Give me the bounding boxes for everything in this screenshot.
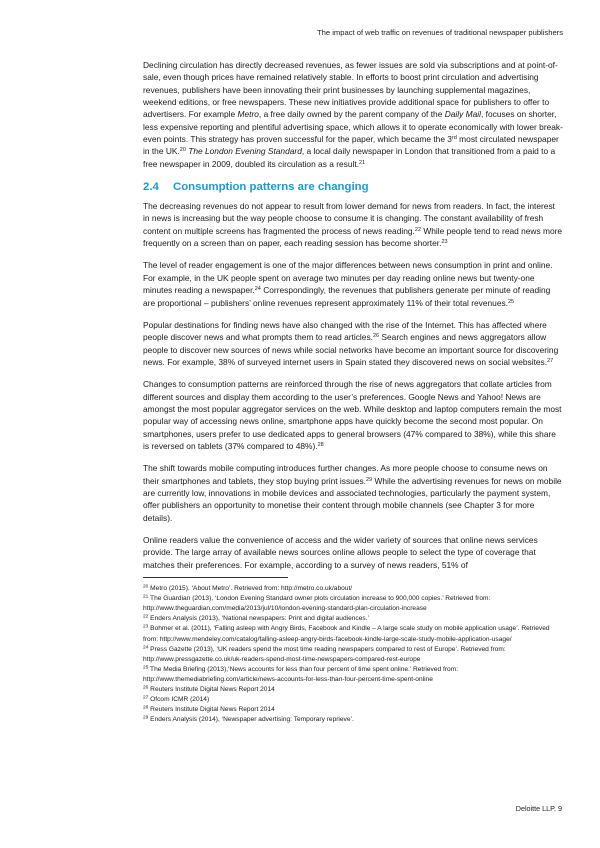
footnote-24 — [143, 645, 563, 665]
footnote-number: 23 — [143, 624, 149, 630]
footnote-number: 26 — [143, 685, 149, 691]
footnote-text: Enders Analysis (2013), ‘National newspapers: Print and digital audiences.’ — [148, 615, 369, 623]
footnote-21 — [143, 594, 563, 614]
footnote-number: 25 — [143, 665, 149, 671]
footnote-ref[interactable]: 27 — [547, 357, 554, 364]
footnote-ref[interactable]: 21 — [359, 159, 366, 166]
text: , focuses on shorter, less expensive reporting and plentiful advertising space, which allows it to operate economically with lower break-even points. This strategy has proven successful for the paper, which became the 3 — [143, 109, 563, 145]
footnote-text: Metro (2015). ‘About Metro’. Retrieved from: http://metro.co.uk/about/ — [148, 585, 353, 593]
footnote-ref[interactable]: 28 — [317, 441, 324, 448]
text: While the advertising revenues for news on mobile are currently low, innovations in mobile devices and associated technologies, particularly the payment system, offer publishers an opportunity to monetise their content through mobile channels (see Chapter 3 for more details). — [143, 475, 562, 523]
footnote-text: Bohmer et al. (2011), ‘Falling asleep with Angry Birds, Facebook and Kindle – A large scale study on mobile application usage’. Retrieved from: http://www.mendeley.com/catalog/falling-asleep-angry-birds-facebook-kindle-large-scale-study-mobile-application-usage/ — [143, 625, 550, 643]
footnote-number: 22 — [143, 614, 149, 620]
text: The level of reader engagement is one of the major differences between news consumption in print and online. For example, in the UK people spent on average two minutes per day reading online news but twenty-one minutes reading a newspaper. — [143, 260, 553, 296]
text: The shift towards mobile computing introduces further changes. As more people choose to consume news on their smartphones and tablets, they stop buying print issues. — [143, 463, 548, 486]
footnote-text: Enders Analysis (2014), ‘Newspaper advertising: Temporary reprieve’. — [148, 716, 354, 724]
footnote-ref[interactable]: 25 — [508, 298, 515, 305]
footnotes — [143, 584, 563, 725]
footnote-ref[interactable]: 22 — [414, 226, 422, 233]
ordinal-suffix: rd — [451, 135, 457, 142]
section-number: 2.4 — [143, 181, 159, 194]
footnote-text: The Media Briefing (2013),‘News accounts for less than four percent of time spent online.’ Retrieved from: http://www.themediabriefing.com/article/news-accounts-for-less-than-four-percent-time-spent-online — [143, 665, 459, 683]
publication-name: Daily Mail — [444, 109, 481, 120]
text: Correspondingly, the revenues that publishers generate per minute of reading are proportional – publishers’ online revenues represent approximately 11% of their total revenues. — [143, 285, 551, 308]
footnote-number: 21 — [143, 594, 149, 600]
footnote-text: The Guardian (2013), ‘London Evening Standard owner plots circulation increase to 900,000 copies.’ Retrieved from: http://www.theguardian.com/media/2013/jul/10/london-evening-standard-plan-circulation-increase — [143, 595, 491, 613]
footnote-ref[interactable]: 29 — [366, 476, 373, 483]
paragraph-online-readers — [143, 534, 563, 571]
footnote-ref[interactable]: 23 — [441, 239, 448, 246]
footnote-27 — [143, 695, 563, 705]
publication-name: The London Evening Standard — [188, 146, 302, 157]
footnote-ref[interactable]: 24 — [254, 286, 261, 293]
section-title: Consumption patterns are changing — [173, 181, 369, 194]
text: Online readers value the convenience of access and the wider variety of sources that online news services provide. The large array of available news sources online allows people to select the type of coverage that matches their preferences. For example, according to a survey of news readers, 51% of — [143, 535, 538, 570]
text: While people tend to read news more frequently on a screen than on paper, each reading session has become shorter. — [143, 225, 563, 249]
footnote-29 — [143, 715, 563, 725]
footnote-text: Ofcom ICMR (2014) — [148, 696, 210, 704]
footnote-25 — [143, 665, 563, 685]
footnote-22 — [143, 614, 563, 624]
paragraph-aggregators — [143, 378, 563, 452]
footnote-number: 24 — [143, 645, 149, 651]
running-header: The impact of web traffic on revenues of traditional newspaper publishers — [317, 28, 563, 37]
text: Declining circulation has directly decreased revenues, as fewer issues are sold via subscriptions and at point-of-sale, even though prices have remained relatively stable. In efforts to boost print circulation and advertising revenues, publishers have been innovating their print businesses by launching supplemental magazines, weekend editions, or free newspapers. These new initiatives provide additional space for publishers to offer to advertisers. For example — [143, 60, 558, 120]
paragraph-circulation — [143, 59, 563, 170]
paragraph-engagement — [143, 259, 563, 308]
footnote-ref[interactable]: 20 — [179, 147, 186, 154]
paragraph-mobile — [143, 462, 563, 524]
text: , a local daily newspaper in London that transitioned from a paid to a free newspaper in 2009, doubled its circulation as a result. — [143, 146, 556, 169]
section-heading — [143, 180, 563, 194]
paragraph-destinations — [143, 319, 563, 368]
footnote-23 — [143, 624, 563, 644]
text: Changes to consumption patterns are reinforced through the rise of news aggregators that collate articles from different sources and display them according to the user’s preferences. Google News and Yahoo! News are amongst the most popular aggregator services on the web. While desktop and laptop computers remain the most popular way of accessing news online, smartphone apps have quickly become the second most popular. On smartphones, users prefer to use dedicated apps to general browsers (47% compared to 38%), while this share is reversed on tablets (37% compared to 48%). — [143, 379, 562, 451]
footnote-26 — [143, 685, 563, 695]
text: , a free daily owned by the parent company of the — [258, 109, 445, 120]
footnote-divider — [143, 577, 288, 578]
page-footer: Deloitte LLP. 9 — [515, 804, 562, 813]
text: most circulated newspaper in the UK. — [143, 134, 559, 157]
footnote-number: 27 — [143, 695, 149, 701]
footnote-number: 20 — [143, 584, 149, 590]
paragraph-demand — [143, 200, 563, 249]
footnote-text: Press Gazette (2013), ‘UK readers spend the most time reading newspapers compared to rest of Europe’. Retrieved from: http://www.pressgazette.co.uk/uk-readers-spend-most-time-newspapers-compared-rest-europe — [143, 645, 506, 663]
footnote-text: Reuters Institute Digital News Report 2014 — [148, 685, 275, 693]
text: Popular destinations for finding news have also changed with the rise of the Internet. This has affected where people discover news and what prompts them to read articles. — [143, 319, 547, 343]
footnote-20 — [143, 584, 563, 594]
page-content — [143, 59, 563, 725]
footnote-number: 29 — [143, 715, 149, 721]
footnote-28 — [143, 705, 563, 715]
text: The decreasing revenues do not appear to result from lower demand for news from readers. In fact, the interest in news is increasing but the way people choose to consume it is changing. The constant availability of fresh content on multiple screens has fragmented the process of news reading. — [143, 201, 555, 236]
footnote-text: Reuters Institute Digital News Report 2014 — [148, 706, 275, 714]
text: Search engines and news aggregators allow people to discover new sources of news while social networks have become an important source for discovering news. For example, 38% of surveyed internet users in Spain stated they discovered news on social websites. — [143, 332, 559, 367]
publication-name: Metro — [237, 109, 259, 120]
footnote-ref[interactable]: 26 — [372, 333, 380, 340]
footnote-number: 28 — [143, 705, 149, 711]
